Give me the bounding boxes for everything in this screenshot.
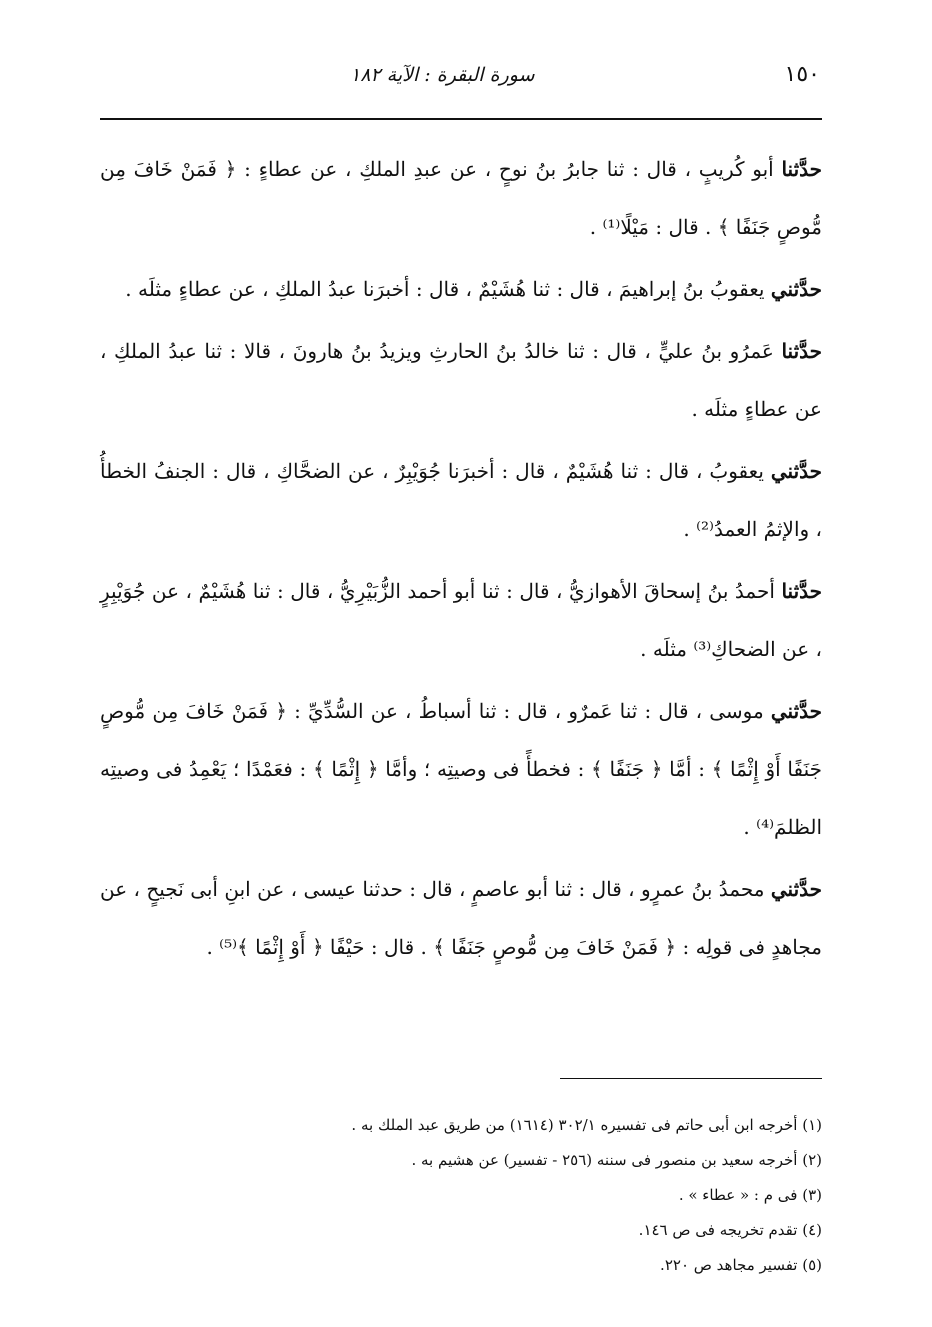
narration-opener: حدَّثنا [781,339,822,363]
narration-opener: حدَّثني [770,699,822,723]
narration-text: عَمرُو بنُ عليٍّ ، قال : ثنا خالدُ بنُ الحارثِ ويزيدُ بنُ هارونَ ، قالا : ثنا عبدُ الملكِ ، عن عطاءٍ مثلَه . [100,339,822,421]
narration-opener: حدَّثنا [781,157,822,181]
header-divider [100,118,822,120]
narration-opener: حدَّثني [770,877,822,901]
running-title: سورة البقرة : الآية ١٨٢ [350,64,535,86]
footnote-1: (١) أخرجه ابن أبى حاتم فى تفسيره ٣٠٢/١ (١٦١٤) من طريق عبد الملك به . [351,1116,822,1134]
page-header [100,62,820,98]
narration-text: محمدُ بنُ عمرٍو ، قال : ثنا أبو عاصمٍ ، قال : حدثنا عيسى ، عن ابنِ أبى نَجيحٍ ، عن مجاهدٍ فى قولِه : ﴿ فَمَنْ خَافَ مِن مُّوصٍ جَنَفًا ﴾ . قال : حَيْفًا ﴿ أَوْ إِثْمًا ﴾⁽⁵⁾ . [100,877,822,959]
narration-opener: حدَّثني [770,277,822,301]
footnote-2: (٢) أخرجه سعيد بن منصور فى سننه (٢٥٦ - تفسير) عن هشيم به . [411,1151,822,1169]
narration-opener: حدَّثنا [781,579,822,603]
narration-paragraph-3 [100,322,822,438]
main-text [100,140,822,980]
footnote-5: (٥) تفسير مجاهد ص ٢٢٠. [660,1256,822,1274]
page-number: ١٥٠ [784,62,820,87]
footnote-4: (٤) تقدم تخريجه فى ص ١٤٦. [638,1221,822,1239]
narration-paragraph-5 [100,562,822,678]
narration-paragraph-4 [100,442,822,558]
footnote-divider [560,1078,822,1079]
narration-text: أحمدُ بنُ إسحاقَ الأهوازيُّ ، قال : ثنا أبو أحمد الزُّبَيْرِيُّ ، قال : ثنا هُشَيْمٌ ، عن جُوَيْبِرٍ ، عن الضحاكِ⁽³⁾ مثلَه . [100,579,822,661]
narration-text: يعقوبُ بنُ إبراهيمَ ، قال : ثنا هُشَيْمٌ ، قال : أخبرَنا عبدُ الملكِ ، عن عطاءٍ مثلَه . [125,277,771,301]
footnote-3: (٣) فى م : « عطاء » . [678,1186,822,1204]
narration-paragraph-2 [100,260,822,318]
narration-text: موسى ، قال : ثنا عَمرٌو ، قال : ثنا أسباطُ ، عن السُّدِّيِّ : ﴿ فَمَنْ خَافَ مِن مُّوصٍ جَنَفًا أَوْ إِثْمًا ﴾ : أمَّا ﴿ جَنَفًا ﴾ : فخطأً فى وصيتِه ؛ وأمَّا ﴿ إِثْمًا ﴾ : فعَمْدًا ؛ يَعْمِدُ فى وصيتِه الظلمَ⁽⁴⁾ . [100,699,822,839]
narration-opener: حدَّثني [770,459,822,483]
footnotes [100,1108,822,1283]
narration-paragraph-1 [100,140,822,256]
narration-text: أبو كُريبٍ ، قال : ثنا جابرُ بنُ نوحٍ ، عن عبدِ الملكِ ، عن عطاءٍ : ﴿ فَمَنْ خَافَ مِن مُّوصٍ جَنَفًا ﴾ . قال : مَيْلًا⁽¹⁾ . [100,157,822,239]
narration-paragraph-6 [100,682,822,856]
narration-paragraph-7 [100,860,822,976]
narration-text: يعقوبُ ، قال : ثنا هُشَيْمٌ ، قال : أخبرَنا جُوَيْبِرٌ ، عن الضحَّاكِ ، قال : الجنفُ الخطأُ ، والإثمُ العمدُ⁽²⁾ . [100,459,822,541]
